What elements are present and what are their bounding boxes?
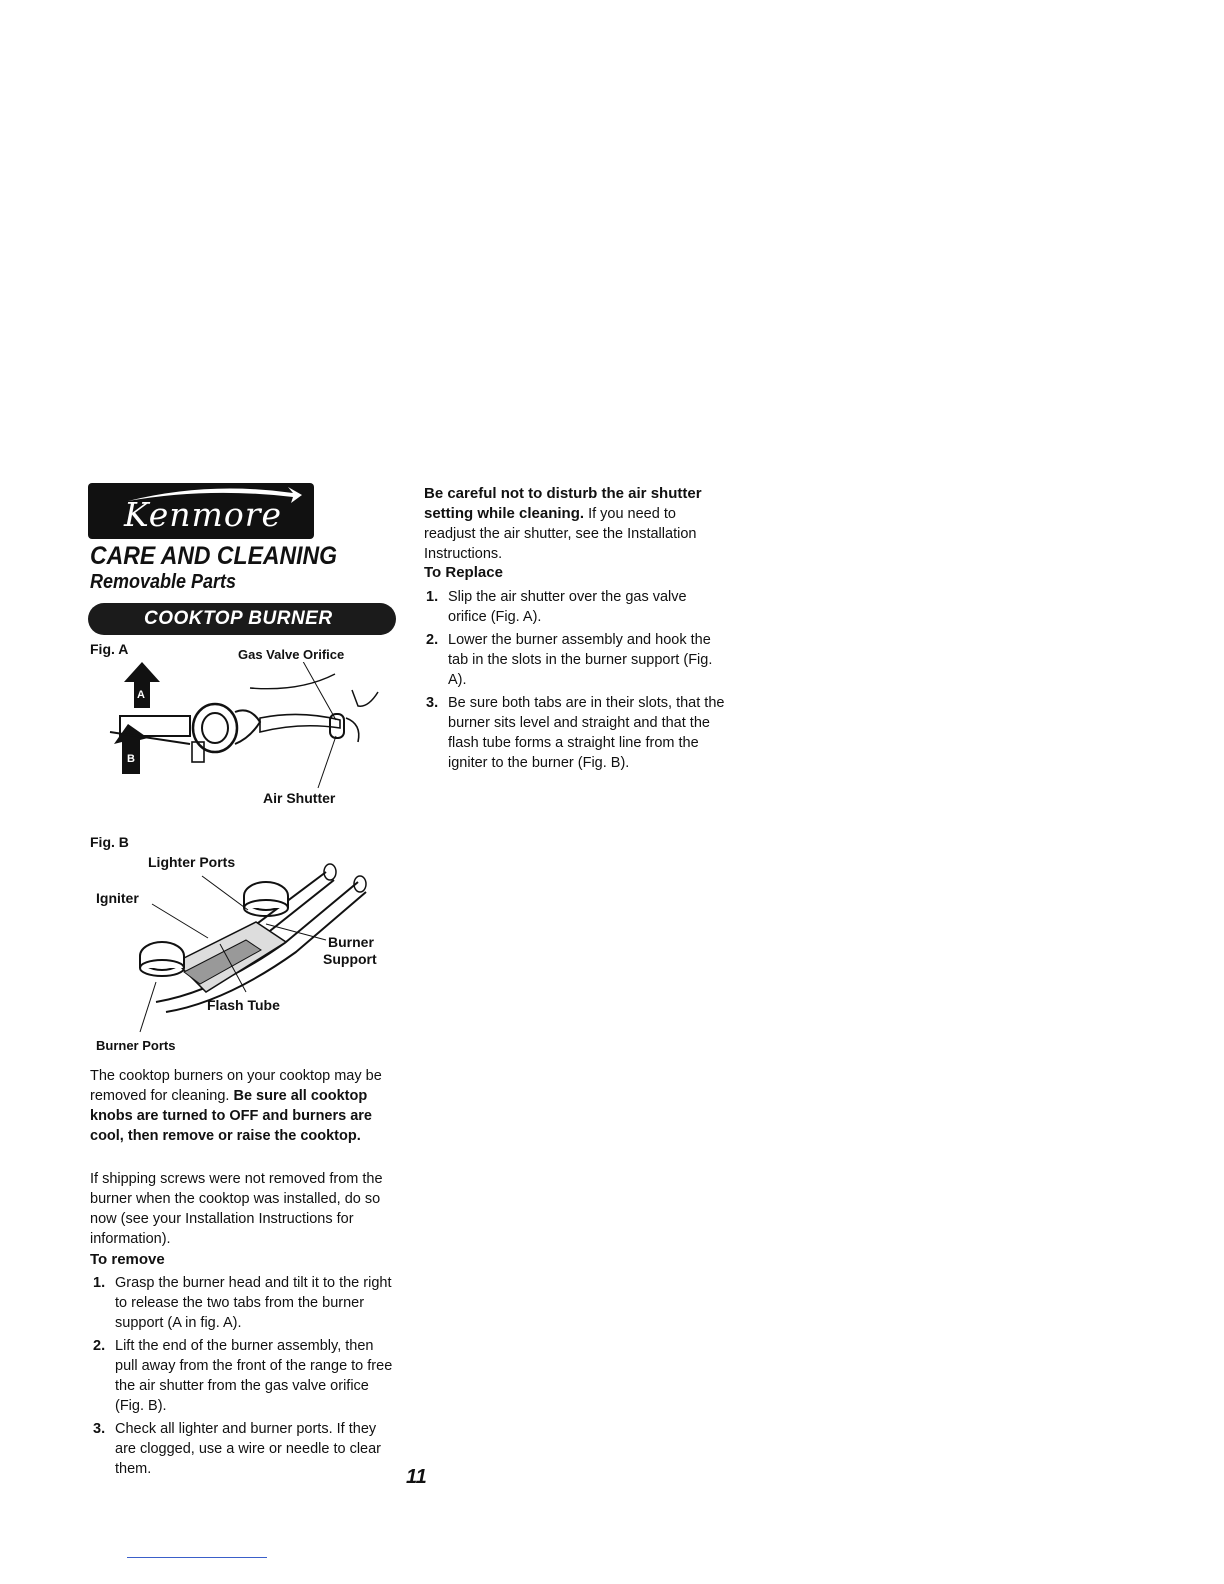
replace-step-number: 3. [426, 695, 439, 711]
page-subtitle: Removable Parts [90, 571, 237, 593]
kenmore-logo [88, 483, 314, 539]
section-banner [88, 603, 396, 635]
replace-step [426, 587, 726, 627]
replace-step-number: 1. [426, 589, 439, 605]
caution-bold-text: Be careful not to disturb the air shutter setting while cleaning. [424, 485, 702, 522]
replace-step-text: Lower the burner assembly and hook the tab in the slots in the burner support (Fig. A). [448, 632, 713, 688]
remove-step-number: 3. [93, 1421, 106, 1437]
arrow-a-letter: A [137, 689, 145, 701]
arrow-a-icon [124, 662, 160, 708]
intro-plain-text: The cooktop burners on your cooktop may be removed for cleaning. [90, 1068, 382, 1104]
fig-a-label: Fig. A [90, 641, 129, 657]
to-remove-heading: To remove [90, 1251, 165, 1268]
caution-paragraph [424, 484, 724, 564]
intro-bold-warning: Be sure all cooktop knobs are turned to OFF and burners are cool, then remove or raise the cooktop. [90, 1088, 372, 1144]
page-number: 11 [406, 1466, 427, 1488]
fig-b-burner-assembly-illustration [96, 852, 386, 1042]
gas-valve-orifice-callout: Gas Valve Orifice [238, 647, 345, 662]
shipping-screws-note: If shipping screws were not removed from the burner when the cooktop was installed, do so now (see your Installation Instructions for information). [90, 1171, 383, 1247]
logo-wordmark: Kenmore [124, 495, 283, 534]
intro-paragraph [90, 1066, 400, 1146]
replace-step-text: Be sure both tabs are in their slots, that the burner sits level and straight and that the flash tube forms a straight line from the igniter to the burner (Fig. B). [448, 695, 725, 771]
remove-step-text: Lift the end of the burner assembly, then pull away from the front of the range to free the air shutter from the gas valve orifice (Fig. B). [115, 1338, 393, 1414]
remove-steps-list [93, 1273, 393, 1482]
footer-rule [127, 1557, 267, 1558]
replace-step [426, 693, 726, 773]
flash-tube-callout: Flash Tube [207, 997, 280, 1013]
burner-ports-callout: Burner Ports [96, 1038, 176, 1053]
replace-steps-list [426, 587, 726, 776]
remove-step-text: Check all lighter and burner ports. If they are clogged, use a wire or needle to clear them. [115, 1421, 381, 1477]
remove-step [93, 1419, 393, 1479]
section-banner-label: COOKTOP BURNER [144, 608, 333, 629]
remove-step [93, 1336, 393, 1416]
remove-step [93, 1273, 393, 1333]
replace-step-number: 2. [426, 632, 439, 648]
replace-step-text: Slip the air shutter over the gas valve orifice (Fig. A). [448, 589, 687, 625]
fig-a-burner-illustration [100, 662, 390, 792]
remove-step-text: Grasp the burner head and tilt it to the right to release the two tabs from the burner support (A in fig. A). [115, 1275, 392, 1331]
remove-step-number: 1. [93, 1275, 106, 1291]
page-title: CARE AND CLEANING [90, 542, 338, 570]
remove-step-number: 2. [93, 1338, 106, 1354]
igniter-callout: Igniter [96, 890, 139, 906]
arrow-b-letter: B [127, 753, 135, 765]
burner-support-callout-line1: Burner [328, 934, 374, 950]
to-replace-heading: To Replace [424, 564, 503, 581]
fig-b-label: Fig. B [90, 834, 129, 850]
replace-step [426, 630, 726, 690]
burner-support-callout-line2: Support [323, 951, 377, 967]
caution-plain-text: If you need to readjust the air shutter, see the Installation Instructions. [424, 506, 697, 562]
lighter-ports-callout: Lighter Ports [148, 854, 236, 870]
air-shutter-callout: Air Shutter [263, 790, 336, 806]
